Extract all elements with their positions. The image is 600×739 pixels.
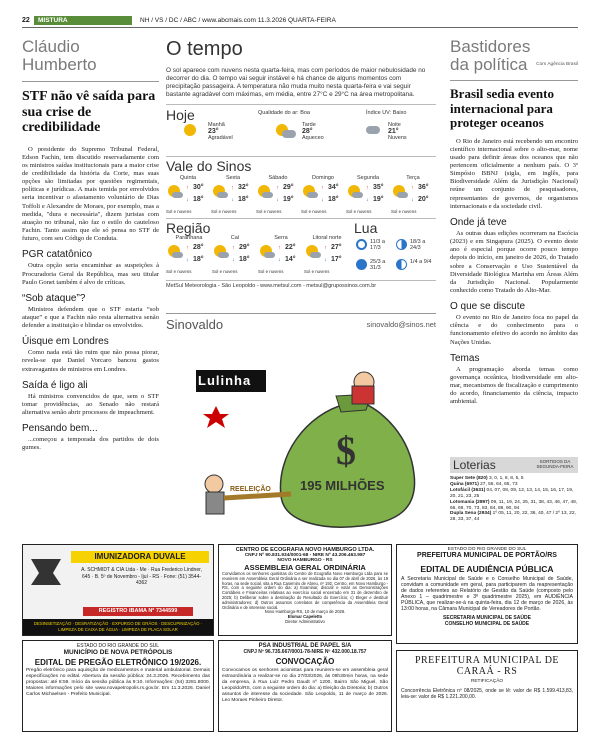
new-moon-icon <box>356 239 367 250</box>
period-night <box>366 122 436 141</box>
lottery-numbers: 09, 11, 19, 24, 25, 31, 38, 43, 46, 47, 48, 66, 69, 70, 73, 83, 84, 88, 90, 94 <box>450 499 578 511</box>
portao-signatory-1: SECRETARIA MUNICIPAL DE SAÚDE <box>443 615 531 621</box>
lottery-result <box>450 511 578 523</box>
region-forecast <box>166 235 212 279</box>
arrow-up-icon: ↑ <box>186 245 189 251</box>
cloud-icon <box>262 192 273 198</box>
divider <box>450 80 578 81</box>
psa-cnpj: CNPJ Nº 96.735.667/0001-78-NIRE Nº 432.000.18.757 <box>243 649 367 655</box>
vale-sinos-title: Vale do Sinos <box>166 158 252 174</box>
cloud-icon <box>307 192 318 198</box>
weather-credit: MetSul Meteorologia - São Leopoldo - www.metsul.com - metsul@grupossinos.com.br <box>166 280 436 289</box>
ecografia-place: Novo Hamburgo-RS, 10 de março de 2026. <box>264 609 346 615</box>
cartoon-illustration <box>186 366 436 532</box>
forecast-min: 20° <box>418 196 429 203</box>
duvale-logo-icon <box>31 559 61 585</box>
forecast-condition: Sol e nuvens <box>211 209 237 214</box>
forecast-condition: Sol e nuvens <box>391 209 417 214</box>
weather-section <box>166 38 436 289</box>
article-paragraph: Outra opção seria encaminhar as suspeições à Procuradoria Geral da República, mas seu titular Paulo Gonet também é alvo de críticas. <box>22 262 159 286</box>
forecast-day <box>301 175 345 219</box>
arrow-down-icon: ↓ <box>231 197 234 203</box>
duvale-logo <box>27 553 65 591</box>
lottery-numbers: 3, 0, 1, 8, 8, 5, 5 <box>488 476 524 481</box>
duvale-services: DESINSETIZAÇÃO · DESRATIZAÇÃO · EXPURGO DE GRÃOS · DESCUPINIZAÇÃO · LIMPEZA DE CAIXA DE ÁGUA · LIMPEZA DE PLACA SOLAR <box>23 619 213 636</box>
forecast-day <box>346 175 390 219</box>
crescent-moon-icon <box>396 239 407 250</box>
forecast-min: 18° <box>328 196 339 203</box>
regiao-title: Região <box>166 220 211 236</box>
moon-phase: 25/3 a 31/3 <box>356 259 396 271</box>
cloud-icon <box>282 130 296 138</box>
portao-signatory-2: CONSELHO MUNICIPAL DE SAÚDE <box>444 621 530 627</box>
article-paragraph: ...começou a temporada dos partidos de dois gumes. <box>22 436 159 452</box>
uv-index-label: Índice UV: <box>366 110 392 116</box>
lottery-numbers: 27, 56, 64, 65, 73 <box>480 481 518 487</box>
today-panel <box>166 104 436 156</box>
moon-phase: 18/3 a 24/3 <box>396 239 436 251</box>
ad-caraa <box>396 650 578 732</box>
forecast-day-name: Sexta <box>225 175 241 181</box>
forecast-day <box>211 175 255 219</box>
ecografia-text: Convidamos os senhores quotistas do Centro de Ecografia Novo Hamburgo Ltda para se reunirem em Assembleia Geral Ordinária a ser realizada no dia 07 de abril de 2026, às 19 horas, na sede social, sita a Rua Casemiro de Abreu, nº 192, Centro, em Novo Hamburgo - RS, com a seguinte ordem do dia: a) Examinar, discutir e votar as Demonstrações Contábeis e Financeiras relativas ao exercício social encerrado em 31 de dezembro de 2025; b) Deliberar sobre a destinação do Resultado do Exercício; c) Eleger e destituir administradores; d) Outros assuntos correlatos de competência da Assembleia Geral Ordinária e de interesse social. <box>222 571 388 610</box>
period-desc: Nuvens <box>388 135 407 141</box>
lua-title: Lua <box>354 220 378 236</box>
region-name: Paranhana <box>175 235 203 241</box>
region-name: Caí <box>230 235 240 241</box>
period-temp: 23° <box>208 128 219 135</box>
subheading: Onde já teve <box>450 216 507 228</box>
article-paragraph: Como nada está tão ruim que não possa piorar, revela-se que Daniel Vorcaro bancou gastos extravagantes de ministros em Londres. <box>22 349 159 373</box>
arrow-down-icon: ↓ <box>324 257 327 263</box>
arrow-up-icon: ↑ <box>232 245 235 251</box>
period-morning <box>184 122 254 141</box>
ecografia-city: NOVO HAMBURGO - RS <box>277 558 333 563</box>
duvale-contact: A. SCHMIDT & CIA Ltda - Me · Rua Frederico Lindner, 645 · B. 5º de Novembro - Ijuí - RS · Fone: (51) 3544-4362 <box>81 567 202 586</box>
cartoonist-email: sinovaldo@sinos.net <box>366 320 436 329</box>
moon-phase: 1/4 a 9/4 <box>396 259 436 265</box>
arrow-down-icon: ↓ <box>186 197 189 203</box>
arrow-down-icon: ↓ <box>366 197 369 203</box>
lottery-subtitle: SORTEIOS DA SEGUNDA-FEIRA <box>536 459 574 470</box>
caraa-city: PREFEITURA MUNICIPAL DE CARAÁ - RS <box>414 655 560 677</box>
caraa-text: Concorrência Eletrônica nº 08/2025, onde se lê: valor de R$ 1.599.413,83, leia-se: valor de R$ 1.221.200,00. <box>401 688 573 700</box>
ecografia-heading: ASSEMBLEIA GERAL ORDINÁRIA <box>244 563 366 572</box>
forecast-min: 18° <box>238 196 249 203</box>
arrow-down-icon: ↓ <box>411 197 414 203</box>
subheading: Saída é ligo ali <box>22 379 88 391</box>
petropolis-state: ESTADO DO RIO GRANDE DO SUL <box>76 643 160 649</box>
region-condition: Sol e nuvens <box>212 269 238 274</box>
page-number: 22 <box>22 17 30 24</box>
portao-city: PREFEITURA MUNICIPAL DE PORTÃO/RS <box>417 552 557 559</box>
lottery-game-name: Quina (6971) <box>450 481 479 487</box>
cloud-icon <box>397 192 408 198</box>
arrow-down-icon: ↓ <box>232 257 235 263</box>
duvale-license: REGISTRO IBAMA Nº 7344599 <box>83 607 193 616</box>
lottery-result <box>450 488 578 500</box>
caraa-heading: RETIFICAÇÃO <box>470 679 504 684</box>
lottery-game-name: Lotofácil (3631) <box>450 487 486 493</box>
petropolis-heading: EDITAL DE PREGÃO ELETRÔNICO 19/2026. <box>34 658 202 667</box>
lottery-result <box>450 500 578 512</box>
moon-phase: 11/3 a 17/3 <box>356 239 396 251</box>
arrow-up-icon: ↑ <box>276 185 279 191</box>
article-paragraph: As outras duas edições ocorreram na Escócia (2023) e em Singapura (2025). O evento deste ano é especial porque ocorre pouco tempo depois do início, em janeiro de 2026, do Tratado sobre a Conservação e Uso Sustentável da Diversidade Biológica Marinha em Áreas Além da Jurisdição Nacional. Popularmente conhecido como Tratado do Alto-Mar. <box>450 229 578 294</box>
portao-state: ESTADO DO RIO GRANDE DO SUL <box>447 547 527 552</box>
period-name: Manhã <box>208 122 225 128</box>
cloud-icon <box>310 252 321 258</box>
full-moon-icon <box>356 259 367 270</box>
lottery-game-name: Super Sete (820) <box>450 476 488 481</box>
lottery-box <box>450 457 578 523</box>
section-label: MISTURA <box>34 16 132 25</box>
author-first-name: Cláudio <box>22 37 80 56</box>
regiao-panel <box>166 218 436 280</box>
vale-sinos-panel <box>166 156 436 218</box>
arrow-up-icon: ↑ <box>231 185 234 191</box>
pulling-figure-body <box>206 492 224 514</box>
page-header <box>22 14 578 28</box>
cartoon-sign-text: Lulinha <box>198 373 252 388</box>
bag-amount-text: 195 MILHÕES <box>300 478 385 493</box>
cloud-icon <box>366 126 380 134</box>
period-afternoon <box>276 122 346 141</box>
cloud-icon <box>352 192 363 198</box>
psa-text: Convocamos os senhores acionistas para reunirem-se em assembleia geral extraordinária a realizar-se no dia 27/03/2026, às 08h30min horas, na sede da empresa, à Rua Luiz Pedro Daudt nº 1200, Bairro São Miguel, São Leopoldo/RS, com a seguinte ordem do dia: a) Eleição da Diretoria; b) Outros assuntos de interesse da sociedade. São Leopoldo, 11 de março de 2026. Leo Moraes Pinheiro Diretor. <box>222 668 388 703</box>
forecast-condition: Sol e nuvens <box>166 209 192 214</box>
article-paragraph: Ministros defendem que o STF estaria “sob ataque” e que a Fachin não resta alternativa senão defender a instituição e blindar os envolvidos. <box>22 305 159 330</box>
region-max: 28° <box>193 244 204 251</box>
article-paragraph: O presidente do Supremo Tribunal Federal, Edson Fachin, tem discutido reservadamente com os ministros saídas institucionais para a maior crise de credibilidade da história da Corte, mas suas opções são limitadas por questões regimentais, políticas e jurídicas. A mais temida por envolvidos seria incentivar o afastamento voluntário de Dias Toffoli e Alexandre de Moraes, por exemplo, mas a medida, "dura e necessária", dizem juristas com atuação no tribunal, não faz o estilo do cauteloso Fachin. Tanto assim que ele só pensa no STF de futuro, com seu Código de Conduta. <box>22 145 159 243</box>
lottery-title: Loterias <box>453 458 496 472</box>
psa-heading: CONVOCAÇÃO <box>275 657 335 666</box>
forecast-max: 29° <box>283 184 294 191</box>
forecast-day <box>256 175 300 219</box>
forecast-day-name: Segunda <box>356 175 380 181</box>
forecast-day <box>166 175 210 219</box>
ad-nova-petropolis <box>22 640 214 732</box>
weather-title: O tempo <box>166 38 243 60</box>
arrow-down-icon: ↓ <box>276 197 279 203</box>
region-forecast <box>212 235 258 279</box>
subheading: Pensando bem... <box>22 423 98 435</box>
region-min: 14° <box>285 256 296 263</box>
subheading: “Sob ataque”? <box>22 292 86 304</box>
region-min: 18° <box>193 256 204 263</box>
column-title: da política <box>450 55 528 74</box>
ad-prefeitura-portao <box>396 544 578 644</box>
today-label: Hoje <box>166 107 195 123</box>
subheading: Temas <box>450 352 480 364</box>
forecast-max: 30° <box>193 184 204 191</box>
arrow-up-icon: ↑ <box>186 185 189 191</box>
period-temp: 28° <box>302 128 313 135</box>
sitting-figure-body <box>352 386 374 404</box>
portao-text: A Secretaria Municipal de Saúde e o Conselho Municipal de Saúde, convidam a comunidade em geral, para participarem da reapresentação de dados referentes ao Relatório de Gestão da Saúde (composto pelo Anexo 1 – quadrimestre e 3º quadrimestre 2025), em AUDIÊNCIA PÚBLICA, que realizar-se-á na quinta-feira, dia 12 de março de 2026, às 13:00 horas, na Câmara Municipal de Vereadores de Portão. <box>401 576 573 612</box>
sun-icon <box>184 124 196 136</box>
cloud-icon <box>217 192 228 198</box>
region-name: Serra <box>274 235 288 241</box>
ad-psa-industrial <box>218 640 392 732</box>
uv-index-value: Baixo <box>392 110 407 116</box>
arrow-down-icon: ↓ <box>278 257 281 263</box>
region-forecast <box>304 235 350 279</box>
forecast-min: 19° <box>283 196 294 203</box>
arrow-up-icon: ↑ <box>411 185 414 191</box>
ecografia-signatory: Elomar Capeletto <box>287 614 323 620</box>
arrow-down-icon: ↓ <box>321 197 324 203</box>
forecast-day-name: Sábado <box>268 175 288 181</box>
divider <box>22 81 159 82</box>
waning-moon-icon <box>396 259 407 270</box>
forecast-max: 35° <box>373 184 384 191</box>
forecast-max: 32° <box>238 184 249 191</box>
forecast-max: 36° <box>418 184 429 191</box>
article-paragraph: Há ministros convencidos de que, sem o STF tomar providências, ao Senado não restará alternativa senão abrir processos de impeachment. <box>22 392 159 417</box>
region-max: 27° <box>331 244 342 251</box>
agency-credit: Com Agência Brasil <box>536 62 578 67</box>
author-last-name: Humberto <box>22 55 97 74</box>
cartoon-title: Sinovaldo <box>166 317 224 332</box>
column-title: Bastidores <box>450 37 531 56</box>
article-paragraph: A programação aborda temas como governança oceânica, biodiversidade em alto-mar, mecanismos de fiscalização e cumprimento do acordo, financiamento da ciência, impacto ambiental. <box>450 365 578 406</box>
forecast-day-name: Quinta <box>179 175 197 181</box>
lottery-numbers: 04, 07, 08, 09, 12, 13, 14, 15, 16, 17, 19, 20, 21, 23, 25 <box>450 487 574 499</box>
forecast-condition: Sol e nuvens <box>301 209 327 214</box>
cartoon-section <box>166 313 436 531</box>
arrow-up-icon: ↑ <box>366 185 369 191</box>
region-forecast <box>258 235 304 279</box>
forecast-condition: Sol e nuvens <box>346 209 372 214</box>
subheading: O que se discute <box>450 301 526 313</box>
forecast-min: 19° <box>373 196 384 203</box>
forecast-min: 18° <box>193 196 204 203</box>
forecast-condition: Sol e nuvens <box>256 209 282 214</box>
column-headline: STF não vê saída para sua crise de credibilidade <box>22 89 156 135</box>
period-desc: Agradável <box>208 135 233 141</box>
ad-imunizadora-duvale <box>22 544 214 636</box>
petropolis-city: MUNICÍPIO DE NOVA PETRÓPOLIS <box>63 649 173 656</box>
region-condition: Sol e nuvens <box>258 269 284 274</box>
weather-intro: O sol aparece com nuvens nesta quarta-feira, mas com períodos de maior nebulosidade no decorrer do dia. O tempo vai seguir instável e há chance de alguns momentos com precipitação passageira. A temperatura não muda muito nesta quarta-feira e vai seguir bastante agradável com máximas, em média, entre 27°C e 29°C na área metropolitana. <box>166 67 426 98</box>
region-name: Litoral norte <box>312 235 342 241</box>
star-icon <box>203 406 229 428</box>
region-condition: Sol e nuvens <box>166 269 192 274</box>
rope-label: REELEIÇÃO <box>230 486 271 493</box>
region-max: 29° <box>239 244 250 251</box>
pulling-figure-head <box>205 475 223 493</box>
region-min: 17° <box>331 256 342 263</box>
lottery-game-name: Lotomania (2897) <box>450 499 490 505</box>
forecast-max: 34° <box>328 184 339 191</box>
arrow-up-icon: ↑ <box>321 185 324 191</box>
article-paragraph: O evento no Rio de Janeiro foca no papel da ciência e do conhecimento para o funcionamento efetivo do acordo no âmbito das Nações Unidas. <box>450 314 578 346</box>
arrow-up-icon: ↑ <box>324 245 327 251</box>
ecografia-cnpj: CNPJ Nº 90.831.934/0001-68 - NIRE Nº 43.206.463.987 <box>244 553 366 558</box>
moon-phases <box>356 239 436 279</box>
region-condition: Sol e nuvens <box>304 269 330 274</box>
forecast-day <box>391 175 435 219</box>
edition-info: NH / VS / DC / ABC / www.abcmais.com 11.3.2026 QUARTA-FEIRA <box>140 17 336 24</box>
period-desc: Aqueceo <box>302 135 324 141</box>
period-name: Noite <box>388 122 401 128</box>
subheading: PGR catatônico <box>22 249 93 261</box>
cloud-icon <box>264 252 275 258</box>
subheading: Úisque em Londres <box>22 336 109 348</box>
cloud-icon <box>172 192 183 198</box>
portao-heading: EDITAL DE AUDIÊNCIA PÚBLICA <box>420 564 554 574</box>
column-bastidores <box>450 38 578 407</box>
air-quality-value: Boa <box>300 110 310 116</box>
psa-title: PSA INDUSTRIAL DE PAPEL S/A <box>258 643 352 649</box>
dollar-sign: $ <box>336 428 356 473</box>
cloud-icon <box>218 252 229 258</box>
column-headline: Brasil sedia evento internacional para proteger oceanos <box>450 86 554 130</box>
arrow-down-icon: ↓ <box>186 257 189 263</box>
lottery-numbers: 1º 05, 11, 20, 22, 36, 40, 47 / 2º 13, 22, 28, 33, 37, 44 <box>450 511 576 523</box>
ecografia-title: CENTRO DE ECOGRAFIA NOVO HAMBURGO LTDA. <box>235 547 375 553</box>
period-name: Tarde <box>302 122 316 128</box>
column-claudio-humberto <box>22 38 159 453</box>
article-paragraph: O Rio de Janeiro está recebendo um encontro científico internacional sobre o alto-mar, nome usado para definir áreas dos oceanos que não pertencem oficialmente a nenhum país. O 3º Simpósio BBNJ (sigla, em inglês, para Biodiversidade Além da Jurisdição Nacional) reúne um conjunto de pesquisadores, representantes de governos, de organismos internacionais e da sociedade civil. <box>450 137 578 210</box>
ecografia-role: Diretor Administrativo <box>285 618 325 624</box>
region-min: 18° <box>239 256 250 263</box>
duvale-name: IMUNIZADORA DUVALE <box>71 551 209 563</box>
cloud-icon <box>172 252 183 258</box>
arrow-up-icon: ↑ <box>278 245 281 251</box>
period-temp: 21° <box>388 128 399 135</box>
region-max: 22° <box>285 244 296 251</box>
forecast-day-name: Terça <box>406 175 420 181</box>
ad-centro-ecografia <box>218 544 392 636</box>
air-quality-label: Qualidade do ar: <box>258 110 299 116</box>
lottery-game-name: Dupla Sena (2934) <box>450 511 492 517</box>
petropolis-text: Pregão eletrônico para aquisição de medicamentos e material ambulatorial. Demais especificações no edital. Abertura da sessão pública: 24.3.2026. Recebimento das propostas: até 8:59. Início da sessão pública às 9:10. Informações: (54) 3281.8000. Maiores informações pelo site www.novapetropolis.rs.gov.br. Em 11.3.2026. Daniel Carlos Michaelsen - Prefeito Municipal. <box>26 668 210 697</box>
forecast-day-name: Domingo <box>311 175 334 181</box>
